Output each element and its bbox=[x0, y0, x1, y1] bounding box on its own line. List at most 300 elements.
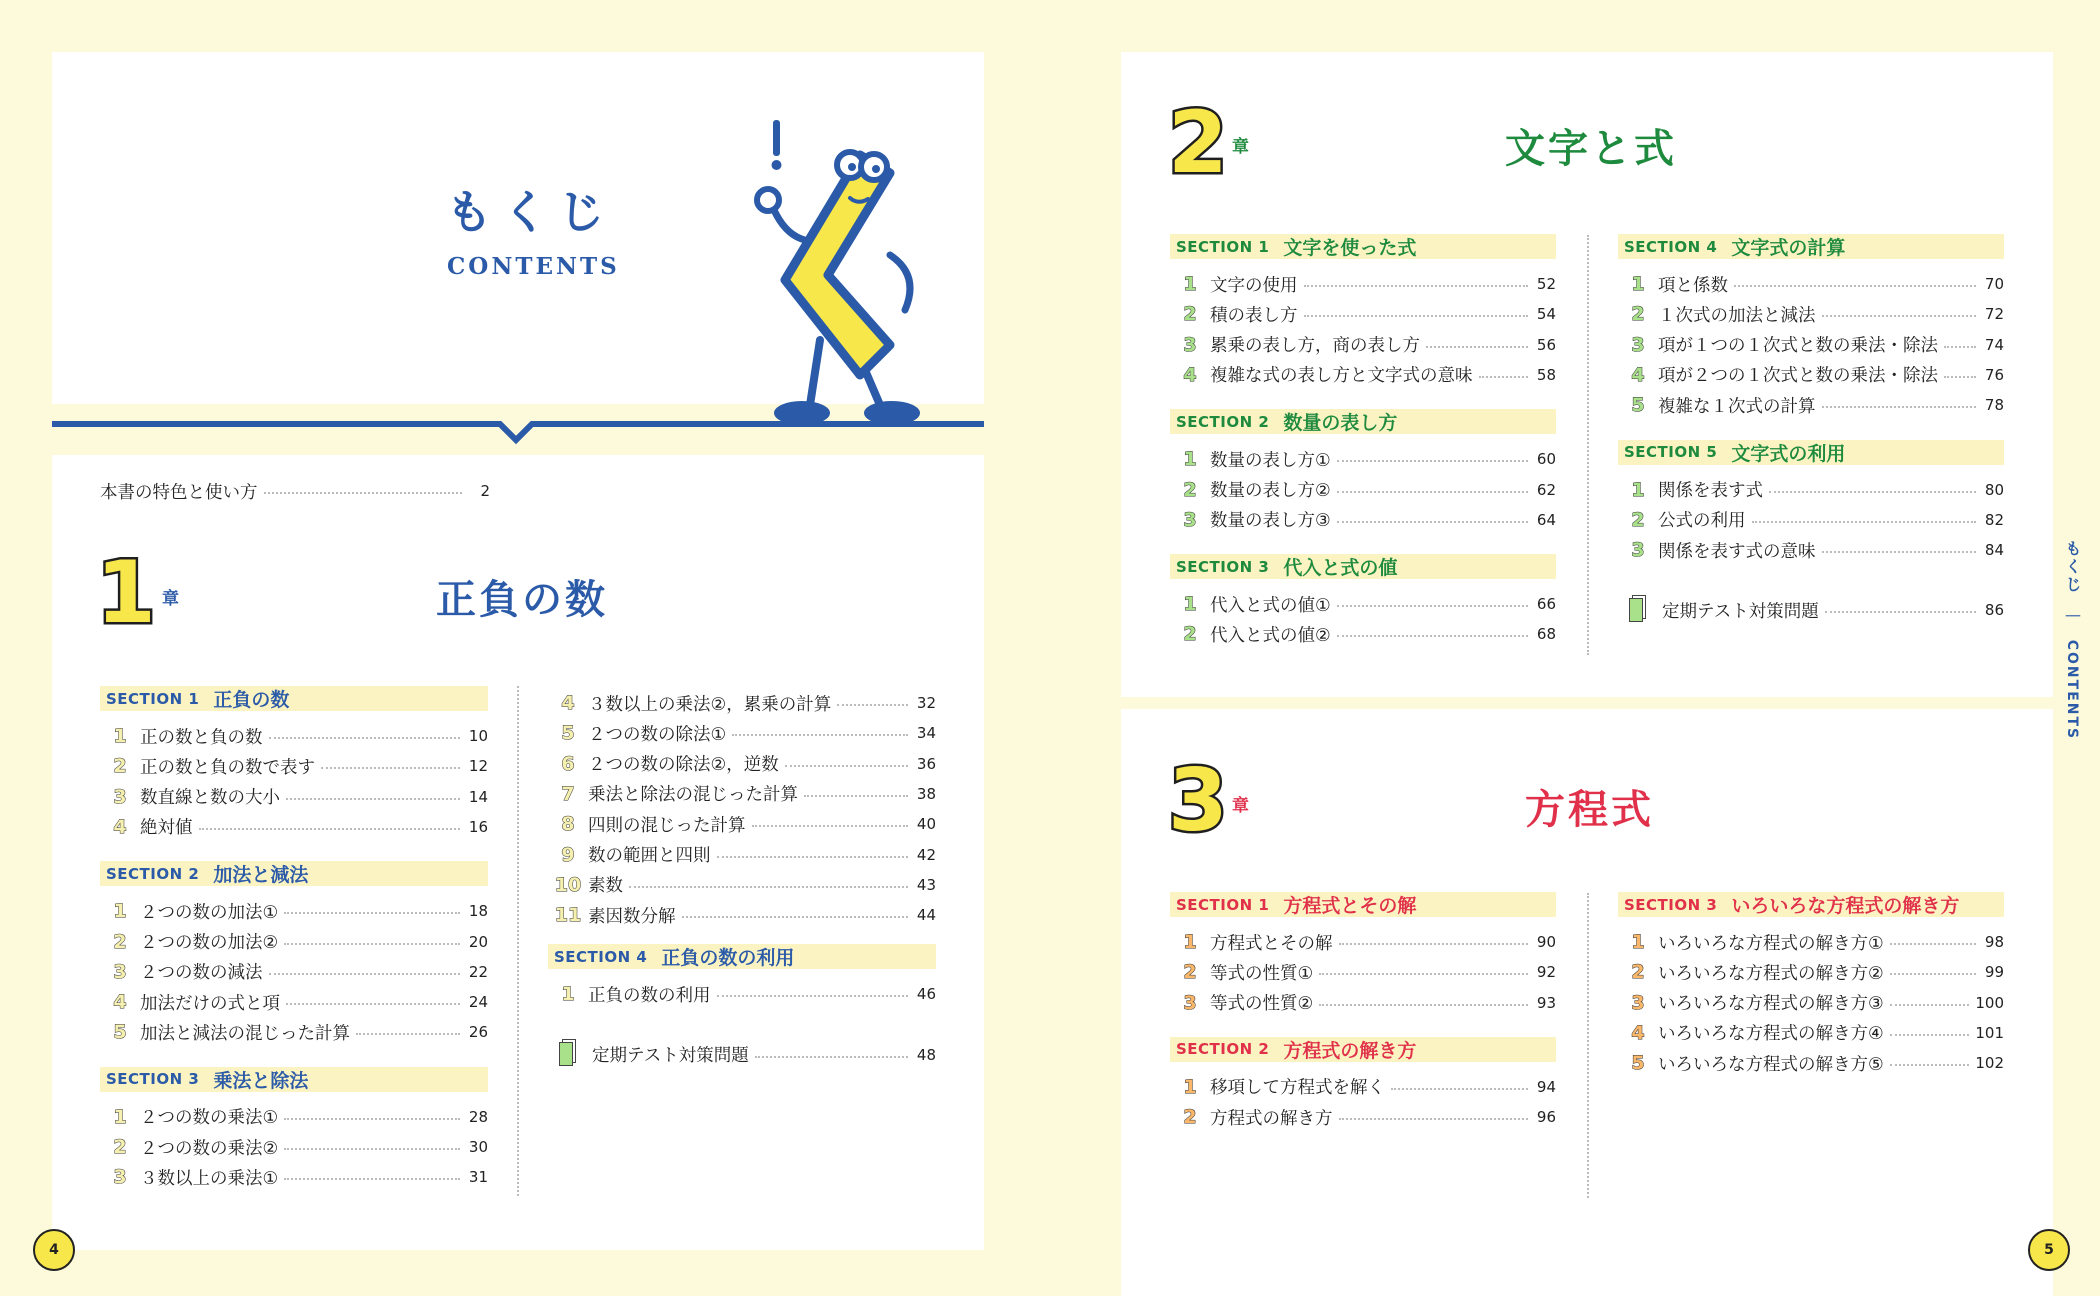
section-name: 方程式の解き方 bbox=[1283, 1039, 1417, 1062]
item-title: 項が２つの１次式と数の乗法・除法 bbox=[1658, 366, 1938, 387]
leader-dots bbox=[1339, 1118, 1529, 1120]
item-title: 数の範囲と四則 bbox=[588, 846, 711, 866]
item-number: 3 bbox=[1183, 991, 1197, 1014]
section-name: 正負の数 bbox=[213, 689, 290, 711]
toc-entry[interactable] bbox=[100, 812, 488, 842]
chapter-3-sho: 章 bbox=[1232, 796, 1249, 816]
leader-dots bbox=[284, 1178, 460, 1180]
chapter-3-title: 方程式 bbox=[1525, 787, 1654, 833]
item-number: 1 bbox=[113, 725, 127, 747]
leader-dots bbox=[1337, 460, 1528, 462]
item-page: 70 bbox=[1984, 275, 2004, 293]
item-title: ２つの数の加法② bbox=[140, 933, 279, 953]
item-number: 2 bbox=[1631, 961, 1645, 984]
item-page: 102 bbox=[1975, 1054, 2004, 1073]
leader-dots bbox=[1890, 973, 1976, 975]
item-title: 数量の表し方② bbox=[1210, 481, 1331, 501]
item-title: ２つの数の除法① bbox=[588, 724, 727, 745]
toc-entry[interactable] bbox=[548, 979, 936, 1009]
leader-dots bbox=[1337, 491, 1528, 493]
item-title: 積の表し方 bbox=[1210, 305, 1298, 326]
item-page: 76 bbox=[1984, 365, 2004, 384]
toc-entry[interactable] bbox=[1170, 475, 1556, 505]
item-title: 項が１つの１次式と数の乗法・除法 bbox=[1658, 336, 1938, 357]
item-page: 52 bbox=[1536, 275, 1556, 293]
leader-dots bbox=[629, 886, 908, 888]
section-name: いろいろな方程式の解き方 bbox=[1731, 895, 1960, 917]
leader-dots bbox=[284, 1148, 460, 1150]
item-title: 数量の表し方③ bbox=[1210, 511, 1331, 532]
item-title: 方程式の解き方 bbox=[1210, 1108, 1333, 1129]
item-number: 3 bbox=[1183, 508, 1197, 531]
toc-entry[interactable] bbox=[1618, 390, 2004, 420]
toc-entry[interactable] bbox=[100, 721, 488, 751]
item-number: 1 bbox=[113, 1105, 127, 1128]
leader-dots bbox=[1890, 1034, 1970, 1036]
item-page: 82 bbox=[1984, 510, 2004, 529]
item-number: 1 bbox=[113, 900, 127, 923]
item-number: 4 bbox=[1183, 363, 1197, 386]
item-title: ３数以上の乗法②，累乗の計算 bbox=[588, 694, 832, 715]
item-number: 3 bbox=[1631, 539, 1645, 562]
item-page: 68 bbox=[1536, 625, 1556, 644]
item-title: 定期テスト対策問題 bbox=[592, 1046, 749, 1067]
item-title: 複雑な式の表し方と文字式の意味 bbox=[1210, 366, 1473, 387]
item-number: 3 bbox=[1631, 333, 1645, 356]
section-tag: SECTION 3 bbox=[106, 1070, 200, 1089]
leader-dots bbox=[1304, 285, 1529, 287]
item-number: 10 bbox=[554, 873, 582, 896]
item-title: 代入と式の値② bbox=[1210, 625, 1331, 646]
item-title: 正の数と負の数 bbox=[140, 727, 263, 748]
section-header[interactable] bbox=[100, 861, 488, 886]
item-title: 公式の利用 bbox=[1658, 511, 1746, 532]
chapter-2-sho: 章 bbox=[1232, 137, 1249, 157]
chapter-1-number: 1 bbox=[96, 543, 156, 643]
section-tag: SECTION 1 bbox=[106, 689, 200, 708]
item-page: 58 bbox=[1536, 365, 1556, 384]
item-page: 26 bbox=[468, 1023, 488, 1042]
section-header[interactable] bbox=[1170, 554, 1556, 579]
item-title: 定期テスト対策問題 bbox=[1662, 601, 1819, 622]
toc-entry[interactable] bbox=[1170, 444, 1556, 474]
leader-dots bbox=[1337, 635, 1528, 637]
toc-entry[interactable] bbox=[1618, 1018, 2004, 1048]
item-page: 46 bbox=[916, 985, 936, 1004]
test-entry[interactable] bbox=[1618, 595, 2004, 625]
item-number: 3 bbox=[113, 1166, 127, 1189]
item-page: 86 bbox=[1984, 601, 2004, 620]
toc-entry[interactable] bbox=[1170, 505, 1556, 535]
item-page: 24 bbox=[468, 993, 488, 1012]
leader-dots bbox=[199, 828, 461, 830]
page-number-left: 4 bbox=[33, 1229, 75, 1271]
item-number: 5 bbox=[1631, 394, 1645, 417]
item-number: 1 bbox=[1631, 273, 1645, 295]
item-title: いろいろな方程式の解き方④ bbox=[1658, 1024, 1884, 1045]
item-page: 30 bbox=[468, 1138, 488, 1156]
section-header[interactable] bbox=[100, 1067, 488, 1092]
intro-entry[interactable] bbox=[100, 476, 490, 506]
item-title: 素因数分解 bbox=[588, 906, 676, 927]
leader-dots bbox=[1734, 285, 1976, 287]
chapter-1-title: 正負の数 bbox=[436, 577, 608, 623]
item-title: ２つの数の減法 bbox=[140, 963, 263, 984]
item-page: 20 bbox=[468, 932, 488, 951]
section-header[interactable] bbox=[1170, 234, 1556, 259]
section-header[interactable] bbox=[1618, 440, 2004, 465]
leader-dots bbox=[1391, 1088, 1528, 1090]
item-number: 1 bbox=[1183, 931, 1197, 953]
section-header[interactable] bbox=[1170, 409, 1556, 434]
leader-dots bbox=[1822, 315, 1977, 317]
item-number: 3 bbox=[113, 785, 127, 808]
item-page: 18 bbox=[468, 902, 488, 921]
toc-entry[interactable] bbox=[1170, 957, 1556, 987]
item-title: 関係を表す式 bbox=[1658, 481, 1763, 501]
leader-dots bbox=[1822, 406, 1977, 408]
section-tag: SECTION 3 bbox=[1176, 557, 1270, 576]
toc-entry[interactable] bbox=[1170, 927, 1556, 957]
item-page: 54 bbox=[1536, 305, 1556, 324]
leader-dots bbox=[1769, 491, 1976, 493]
item-title: 複雑な１次式の計算 bbox=[1658, 396, 1816, 417]
item-page: 40 bbox=[916, 815, 936, 834]
item-number: 1 bbox=[1183, 1075, 1197, 1098]
item-title: 等式の性質① bbox=[1210, 963, 1314, 984]
leader-dots bbox=[837, 704, 908, 706]
item-page: 60 bbox=[1536, 450, 1556, 469]
item-page: 100 bbox=[1975, 993, 2004, 1012]
leader-dots bbox=[1825, 611, 1976, 613]
item-title: 素数 bbox=[588, 876, 623, 897]
leader-dots bbox=[286, 798, 460, 800]
side-tab-jp: もくじ bbox=[2063, 540, 2082, 594]
notebook-icon bbox=[548, 1038, 588, 1071]
item-page: 22 bbox=[468, 962, 488, 981]
leader-dots bbox=[356, 1033, 460, 1035]
section-name: 方程式とその解 bbox=[1283, 895, 1417, 917]
item-number: 9 bbox=[561, 843, 575, 866]
item-page: 44 bbox=[916, 906, 936, 925]
toc-entry[interactable] bbox=[1618, 1048, 2004, 1078]
section-tag: SECTION 5 bbox=[1624, 443, 1718, 461]
column-divider bbox=[517, 686, 519, 1196]
toc-entry[interactable] bbox=[1618, 535, 2004, 565]
chapter-3-number: 3 bbox=[1168, 751, 1228, 851]
leader-dots bbox=[284, 912, 460, 914]
item-number: 1 bbox=[1183, 273, 1197, 295]
section-name: 文字式の利用 bbox=[1731, 442, 1846, 465]
toc-entry[interactable] bbox=[100, 987, 488, 1017]
toc-entry[interactable] bbox=[1618, 988, 2004, 1018]
item-page: 34 bbox=[916, 724, 936, 743]
section-tag: SECTION 4 bbox=[554, 947, 648, 966]
item-page: 32 bbox=[916, 694, 936, 712]
toc-entry[interactable] bbox=[100, 1102, 488, 1132]
item-title: 項と係数 bbox=[1658, 275, 1728, 296]
item-title: 移項して方程式を解く bbox=[1210, 1078, 1385, 1099]
toc-entry[interactable] bbox=[100, 751, 488, 781]
leader-dots bbox=[1944, 376, 1976, 378]
side-tab-en: CONTENTS bbox=[2064, 639, 2080, 741]
item-page: 66 bbox=[1536, 595, 1556, 614]
item-page: 36 bbox=[916, 754, 936, 773]
item-page: 64 bbox=[1536, 510, 1556, 529]
leader-dots bbox=[1337, 521, 1528, 523]
toc-entry[interactable] bbox=[1170, 988, 1556, 1018]
item-number: 1 bbox=[561, 983, 575, 1006]
item-title: 乗法と除法の混じった計算 bbox=[588, 785, 798, 806]
section-header[interactable] bbox=[548, 944, 936, 969]
toc-entry[interactable] bbox=[100, 957, 488, 987]
item-page: 72 bbox=[1984, 305, 2004, 324]
leader-dots bbox=[785, 765, 908, 767]
leader-dots bbox=[682, 916, 909, 918]
toc-entry[interactable] bbox=[548, 900, 936, 930]
section-header[interactable] bbox=[1618, 234, 2004, 259]
side-tab-sep: ｜ bbox=[2064, 608, 2080, 625]
notebook-icon bbox=[1618, 594, 1658, 627]
section-tag: SECTION 2 bbox=[106, 864, 200, 883]
item-title: 方程式とその解 bbox=[1210, 933, 1333, 954]
toc-entry[interactable] bbox=[1170, 299, 1556, 329]
toc-entry[interactable] bbox=[548, 840, 936, 870]
item-number: 3 bbox=[1631, 991, 1645, 1014]
item-number: 2 bbox=[1183, 303, 1197, 326]
toc-entry[interactable] bbox=[1618, 505, 2004, 535]
leader-dots bbox=[1339, 943, 1529, 945]
item-page: 93 bbox=[1536, 993, 1556, 1012]
item-number: 1 bbox=[1631, 478, 1645, 501]
item-number: 2 bbox=[1183, 478, 1197, 501]
chapter-2-number: 2 bbox=[1168, 93, 1228, 193]
item-title: 四則の混じった計算 bbox=[588, 815, 746, 836]
leader-dots bbox=[1319, 973, 1528, 975]
toc-entry[interactable] bbox=[548, 779, 936, 809]
item-number: 2 bbox=[113, 755, 127, 778]
item-number: 4 bbox=[113, 991, 127, 1014]
item-number: 7 bbox=[561, 782, 575, 805]
item-page: 12 bbox=[468, 757, 488, 776]
item-number: 4 bbox=[1631, 1021, 1645, 1044]
item-page: 62 bbox=[1536, 480, 1556, 499]
leader-dots bbox=[755, 1056, 908, 1058]
leader-dots bbox=[1479, 376, 1529, 378]
item-title: ２つの数の加法① bbox=[140, 902, 279, 923]
intro-label: 本書の特色と使い方 bbox=[100, 482, 258, 503]
item-title: ３数以上の乗法① bbox=[140, 1168, 279, 1189]
item-page: 90 bbox=[1536, 933, 1556, 951]
toc-entry[interactable] bbox=[1618, 330, 2004, 360]
item-title: 加法だけの式と項 bbox=[140, 993, 280, 1014]
column-divider bbox=[1587, 893, 1589, 1198]
item-title: 代入と式の値① bbox=[1210, 595, 1331, 616]
section-header[interactable] bbox=[100, 686, 488, 711]
item-number: 1 bbox=[1631, 931, 1645, 953]
contents-title-en: CONTENTS bbox=[447, 253, 620, 280]
toc-entry[interactable] bbox=[548, 688, 936, 718]
toc-entry[interactable] bbox=[548, 718, 936, 748]
item-number: 5 bbox=[113, 1021, 127, 1044]
ku-character-mascot bbox=[740, 115, 940, 430]
item-page: 98 bbox=[1984, 933, 2004, 951]
leader-dots bbox=[1890, 1064, 1970, 1066]
leader-dots bbox=[752, 825, 909, 827]
item-page: 80 bbox=[1984, 480, 2004, 499]
toc-entry[interactable] bbox=[100, 927, 488, 957]
section-name: 文字式の計算 bbox=[1731, 237, 1846, 259]
item-title: 関係を表す式の意味 bbox=[1658, 541, 1816, 562]
item-number: 2 bbox=[113, 930, 127, 953]
toc-entry[interactable] bbox=[100, 1132, 488, 1162]
item-number: 2 bbox=[1183, 961, 1197, 984]
leader-dots bbox=[321, 767, 460, 769]
leader-dots bbox=[1890, 1004, 1970, 1006]
column-divider bbox=[1587, 235, 1589, 655]
item-number: 3 bbox=[1183, 333, 1197, 356]
item-number: 2 bbox=[1631, 303, 1645, 326]
toc-entry[interactable] bbox=[1170, 1102, 1556, 1132]
item-title: 正負の数の利用 bbox=[588, 985, 711, 1006]
section-tag: SECTION 3 bbox=[1624, 895, 1718, 914]
item-title: ２つの数の乗法② bbox=[140, 1138, 279, 1159]
leader-dots bbox=[269, 737, 461, 739]
toc-entry[interactable] bbox=[1618, 299, 2004, 329]
section-tag: SECTION 2 bbox=[1176, 1040, 1270, 1059]
item-number: 2 bbox=[1183, 1106, 1197, 1129]
leader-dots bbox=[1319, 1004, 1528, 1006]
toc-entry[interactable] bbox=[1170, 360, 1556, 390]
item-title: 加法と減法の混じった計算 bbox=[140, 1023, 350, 1044]
leader-dots bbox=[732, 734, 908, 736]
item-title: 数直線と数の大小 bbox=[140, 788, 280, 809]
leader-dots bbox=[1304, 315, 1529, 317]
item-title: 正の数と負の数で表す bbox=[140, 757, 315, 778]
section-header[interactable] bbox=[1170, 892, 1556, 917]
item-number: 4 bbox=[1631, 363, 1645, 386]
toc-entry[interactable] bbox=[548, 870, 936, 900]
item-number: 5 bbox=[1631, 1052, 1645, 1075]
leader-dots bbox=[284, 943, 460, 945]
item-page: 16 bbox=[468, 817, 488, 836]
item-page: 28 bbox=[468, 1107, 488, 1126]
leader-dots bbox=[1822, 551, 1977, 553]
item-page: 74 bbox=[1984, 335, 2004, 354]
item-page: 31 bbox=[468, 1168, 488, 1187]
chapter-1-sho: 章 bbox=[162, 589, 179, 609]
item-page: 42 bbox=[916, 845, 936, 864]
item-number: 8 bbox=[561, 813, 575, 836]
toc-entry[interactable] bbox=[1170, 330, 1556, 360]
item-page: 99 bbox=[1984, 963, 2004, 982]
toc-entry[interactable] bbox=[1618, 360, 2004, 390]
toc-entry[interactable] bbox=[1618, 927, 2004, 957]
toc-entry[interactable] bbox=[100, 1017, 488, 1047]
item-title: いろいろな方程式の解き方① bbox=[1658, 933, 1884, 954]
item-title: いろいろな方程式の解き方⑤ bbox=[1658, 1054, 1884, 1075]
section-tag: SECTION 1 bbox=[1176, 895, 1270, 914]
item-page: 94 bbox=[1536, 1077, 1556, 1096]
toc-entry[interactable] bbox=[1170, 619, 1556, 649]
toc-entry[interactable] bbox=[100, 1162, 488, 1192]
section-name: 正負の数の利用 bbox=[661, 947, 795, 970]
leader-dots bbox=[284, 1118, 460, 1120]
section-header[interactable] bbox=[1170, 1037, 1556, 1062]
toc-entry[interactable] bbox=[1170, 1072, 1556, 1102]
item-number: 6 bbox=[561, 752, 575, 775]
leader-dots bbox=[1337, 605, 1528, 607]
side-tab bbox=[2061, 540, 2084, 740]
toc-entry[interactable] bbox=[548, 809, 936, 839]
item-page: 101 bbox=[1975, 1023, 2004, 1042]
toc-entry[interactable] bbox=[1618, 269, 2004, 299]
item-title: 数量の表し方① bbox=[1210, 450, 1331, 471]
leader-dots bbox=[1944, 346, 1976, 348]
test-entry[interactable] bbox=[548, 1040, 936, 1070]
section-tag: SECTION 4 bbox=[1624, 237, 1718, 256]
toc-entry[interactable] bbox=[100, 782, 488, 812]
leader-dots bbox=[717, 856, 909, 858]
section-name: 数量の表し方 bbox=[1283, 412, 1398, 435]
item-number: 2 bbox=[1631, 508, 1645, 531]
leader-dots bbox=[1890, 943, 1976, 945]
item-page: 14 bbox=[468, 787, 488, 806]
item-title: 等式の性質② bbox=[1210, 994, 1314, 1015]
item-number: 1 bbox=[1183, 593, 1197, 616]
section-header[interactable] bbox=[1618, 892, 2004, 917]
item-page: 10 bbox=[468, 727, 488, 745]
leader-dots bbox=[1426, 346, 1528, 348]
item-title: 累乗の表し方，商の表し方 bbox=[1210, 336, 1420, 357]
leader-dots bbox=[1752, 521, 1977, 523]
leader-dots bbox=[264, 492, 463, 494]
leader-dots bbox=[717, 995, 909, 997]
item-page: 92 bbox=[1536, 963, 1556, 982]
item-number: 1 bbox=[1183, 448, 1197, 471]
item-page: 48 bbox=[916, 1045, 936, 1064]
item-title: いろいろな方程式の解き方③ bbox=[1658, 994, 1884, 1015]
item-title: いろいろな方程式の解き方② bbox=[1658, 963, 1884, 984]
item-title: １次式の加法と減法 bbox=[1658, 305, 1816, 326]
item-page: 56 bbox=[1536, 335, 1556, 354]
toc-entry[interactable] bbox=[548, 749, 936, 779]
item-number: 4 bbox=[561, 692, 575, 714]
item-page: 84 bbox=[1984, 541, 2004, 560]
toc-entry[interactable] bbox=[1618, 957, 2004, 987]
section-name: 代入と式の値 bbox=[1283, 557, 1398, 580]
section-name: 乗法と除法 bbox=[213, 1069, 309, 1092]
item-number: 2 bbox=[113, 1136, 127, 1158]
item-title: 文字の使用 bbox=[1210, 275, 1298, 296]
item-number: 3 bbox=[113, 960, 127, 983]
item-page: 43 bbox=[916, 875, 936, 894]
page-number-right: 5 bbox=[2028, 1229, 2070, 1271]
item-title: ２つの数の乗法① bbox=[140, 1108, 279, 1129]
item-number: 4 bbox=[113, 815, 127, 838]
leader-dots bbox=[804, 795, 908, 797]
leader-dots bbox=[269, 973, 461, 975]
section-name: 文字を使った式 bbox=[1283, 237, 1417, 259]
toc-entry[interactable] bbox=[1618, 475, 2004, 505]
toc-entry[interactable] bbox=[1170, 589, 1556, 619]
section-tag: SECTION 1 bbox=[1176, 237, 1270, 256]
toc-entry[interactable] bbox=[100, 896, 488, 926]
toc-entry[interactable] bbox=[1170, 269, 1556, 299]
contents-title-jp: もくじ bbox=[446, 185, 614, 239]
intro-page: 2 bbox=[480, 482, 490, 500]
item-page: 96 bbox=[1536, 1108, 1556, 1127]
